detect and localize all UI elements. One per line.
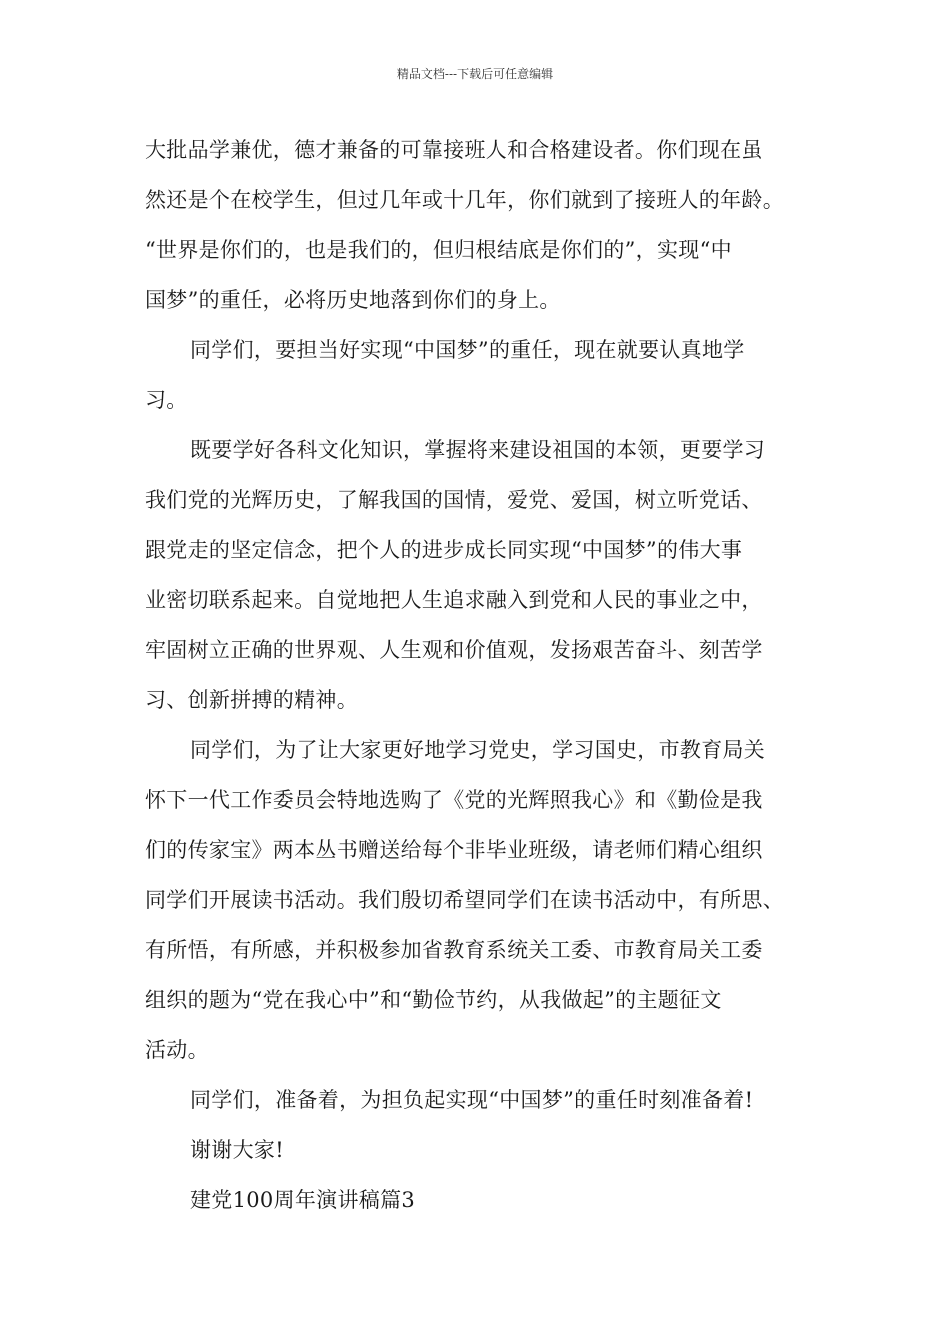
page-header: 精品文档---下载后可任意编辑 [396, 67, 554, 81]
text-line: 跟党走的坚定信念，把个人的进步成长同实现“中国梦”的伟大事 [145, 538, 743, 562]
text-line: 组织的题为“党在我心中”和“勤俭节约，从我做起”的主题征文 [145, 988, 722, 1012]
document-body [145, 125, 825, 1225]
text-line: 业密切联系起来。自觉地把人生追求融入到党和人民的事业之中， [145, 588, 763, 612]
text-line: 有所悟，有所感，并积极参加省教育系统关工委、市教育局关工委 [145, 938, 763, 962]
text-line: 大批品学兼优，德才兼备的可靠接班人和合格建设者。你们现在虽 [145, 138, 763, 162]
text-line: 牢固树立正确的世界观、人生观和价值观，发扬艰苦奋斗、刻苦学 [145, 638, 763, 662]
text-line: 然还是个在校学生，但过几年或十几年，你们就到了接班人的年龄。 [145, 188, 784, 212]
text-line: 同学们，要担当好实现“中国梦”的重任，现在就要认真地学 [190, 338, 745, 362]
section-heading: 建党100周年演讲稿篇3 [190, 1188, 416, 1212]
text-line: 既要学好各科文化知识，掌握将来建设祖国的本领，更要学习 [190, 438, 766, 462]
text-line: 习、创新拼搏的精神。 [145, 688, 358, 712]
text-line: “世界是你们的，也是我们的，但归根结底是你们的”，实现“中 [145, 238, 732, 262]
text-line: 们的传家宝》两本丛书赠送给每个非毕业班级，请老师们精心组织 [145, 838, 763, 862]
text-line: 同学们开展读书活动。我们殷切希望同学们在读书活动中，有所思、 [145, 888, 784, 912]
text-line: 活动。 [145, 1038, 209, 1062]
text-line: 同学们，准备着，为担负起实现“中国梦”的重任时刻准备着! [190, 1088, 754, 1112]
text-line: 怀下一代工作委员会特地选购了《党的光辉照我心》和《勤俭是我 [145, 788, 763, 812]
text-line: 国梦”的重任，必将历史地落到你们的身上。 [145, 288, 561, 312]
text-line: 同学们，为了让大家更好地学习党史，学习国史，市教育局关 [190, 738, 766, 762]
text-line: 我们党的光辉历史，了解我国的国情，爱党、爱国，树立听党话、 [145, 488, 763, 512]
text-line: 习。 [145, 388, 188, 412]
text-line: 谢谢大家! [190, 1138, 284, 1162]
